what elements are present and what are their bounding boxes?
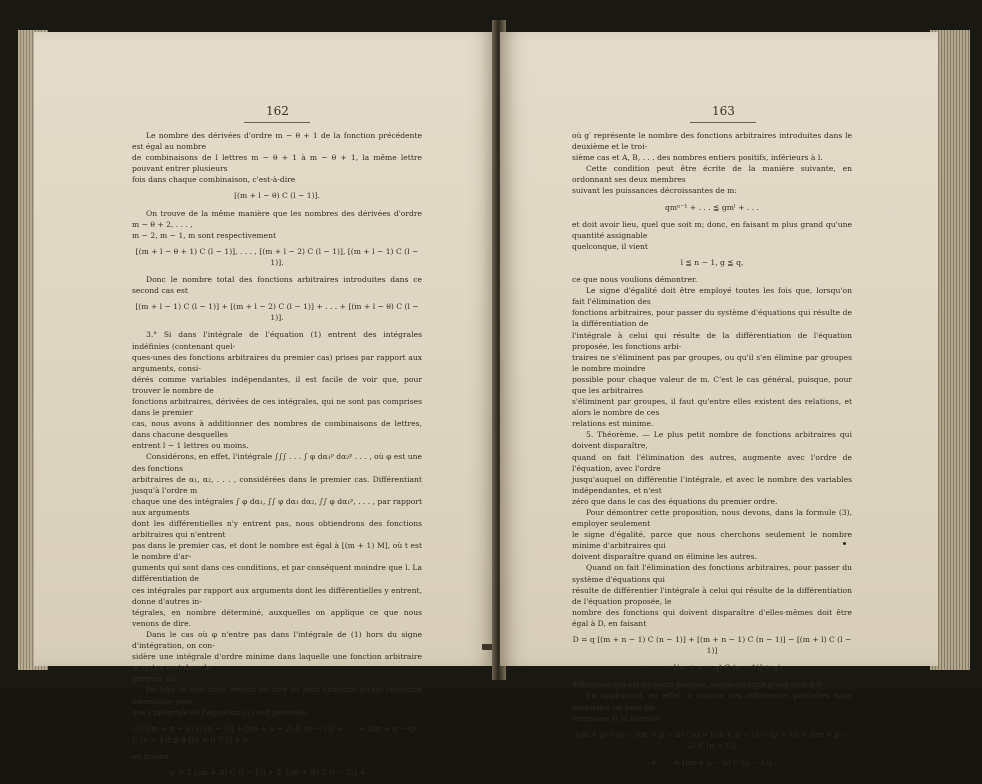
- text-line: premier cas.: [132, 674, 181, 684]
- text-line: 3.° Si dans l'intégrale de l'équation (1) entrent des intégrales indéfinies (contenant quel-: [132, 330, 422, 351]
- text-line: g′ = Σ [(m + A) C (l − 1)] + Σ′ [(m + B) C (l − 2)] + . . . ,: [169, 767, 385, 777]
- text-line: [(m + l − 1) C (l − 1)] + [(m + l − 2) C (l − 1)] + . . . + [(m + l − θ) C (l − 1)].: [135, 302, 419, 323]
- text-line: relations est minime.: [572, 419, 654, 429]
- text-line: [(m + p) Cp] − [(m + p − n) Cp] = [(m + p − 1) C (p − 1)] + [(m + p − 2) C (p − 1)]: [575, 729, 849, 750]
- text-line: ques-unes des fonctions arbitraires du premier cas) prises par rapport aux arguments, consi-: [132, 352, 422, 373]
- text-line: quand on fait l'élimination des autres, augmente avec l'ordre de l'équation, avec l'ordre: [572, 452, 852, 473]
- text-line: l'intégrale à celui qui résulte de la différentiation de l'équation proposée, les fonctions arbi-: [572, 330, 852, 351]
- text-line: De tout ce que nous venons de dire on peut conclure qu'est condition nécessaire pour: [132, 685, 422, 706]
- text-line: guments qui sont dans ces conditions, et par conséquent moindre que l. La différentiation de: [132, 563, 422, 584]
- right-page: [500, 32, 938, 767]
- text-line: jusqu'auquel on différentie l'intégrale, et avec le nombre des variables indépendantes, et n'est: [572, 474, 852, 495]
- text-line: On trouve de la même manière que les nombres des dérivées d'ordre m − θ + 2, . . . ,: [132, 208, 422, 229]
- text-line: dont les différentielles n'y entrent pas, nous obtiendrons des fonctions arbitraires qui n'entrent: [132, 519, 422, 540]
- left-page-body: [132, 130, 422, 784]
- ink-mark: [843, 542, 846, 545]
- right-page-number: 163: [712, 104, 735, 118]
- text-line: sième cas et A, B, . . . des nombres entiers positifs, inférieurs à l.: [572, 153, 823, 163]
- text-line: fonctions arbitraires, pour passer du système d'équations qui résulte de la différentiation de: [572, 308, 852, 329]
- left-page: [34, 32, 496, 777]
- text-line: et doit avoir lieu, quel que soit m; donc, en faisant m plus grand qu'une quantité assignable: [572, 219, 852, 240]
- text-line: + . . . + [(m + p − n) C (p − 1)],: [650, 757, 774, 767]
- text-line: Dans le cas où φ n'entre pas dans l'intégrale de (1) hors du signe d'intégration, on con-: [132, 629, 422, 651]
- text-line: chaque une des intégrales ∫ φ dα₁, ∫∫ φ dα₁ dα₂, ∫∫ φ dα₁ᵖ, . . . , par rapport aux arguments: [132, 496, 422, 517]
- text-line: nombre des fonctions qui doivent disparaître d'elles-mêmes doit être égal à D, en faisant: [572, 607, 852, 628]
- text-line: suivant les puissances décroissantes de m:: [572, 186, 737, 196]
- text-line: Quand on fait l'élimination des fonctions arbitraires, pour passer du système d'équations qui: [572, 563, 852, 584]
- text-line: résulte de différentier l'intégrale à celui qui résulte de la différentiation de l'équation proposée, le: [572, 585, 852, 606]
- text-line: cas, nous avons à additionner des nombres de combinaisons de lettres, dans chacune desquelles: [132, 419, 422, 440]
- text-line: Considérons, en effet, l'intégrale ∫∫∫ . . . ∫ φ dα₁ᵖ dα₂ᵖ . . . , où φ est une des fonctions: [132, 452, 422, 473]
- text-line: Le nombre des dérivées d'ordre m − θ + 1 de la fonction précédente est égal au nombre: [132, 131, 422, 152]
- text-line: où g′ représente le nombre des fonctions arbitraires introduites dans le deuxième et le troi-: [572, 131, 852, 152]
- text-line: entrent l − 1 lettres ou moins.: [132, 441, 249, 451]
- text-line: D = q [(m + n − 1) C (n − 1)] + [(m + n − 1) C (n − 1)] − [(m + l) C (l − 1)]: [572, 635, 852, 656]
- text-line: de combinaisons de l lettres m − θ + 1 à m − θ + 1, la même lettre pouvant entrer plusieurs: [132, 153, 422, 174]
- text-line: quelconque, il vient: [572, 241, 648, 251]
- text-line: Le signe d'égalité doit être employé toutes les fois que, lorsqu'on fait l'élimination des: [572, 286, 852, 307]
- text-line: en posant: [132, 751, 170, 761]
- text-line: composer D la formule: [572, 713, 660, 723]
- text-line: qmⁿ⁻¹ + . . . ≦ gmˡ + . . .: [664, 202, 759, 212]
- text-line: Pour démontrer cette proposition, nous devons, dans la formule (3), employer seulement: [572, 508, 852, 529]
- text-line: 5. Théorème. — Le plus petit nombre de fonctions arbitraires qui doivent disparaître,: [572, 430, 852, 451]
- text-line: le signe d'égalité, parce que nous cherchons seulement le nombre minime d'arbitraires qui: [572, 530, 852, 551]
- text-line: En appliquant, en effet, à chacun des différences partielles dans lesquelles on peut dé-: [572, 691, 852, 712]
- text-line: ces intégrales par rapport aux arguments dont les différentielles y entrent, donne d'autres in-: [132, 585, 422, 606]
- right-page-body: [572, 130, 852, 774]
- text-line: zéro que dans le cas des équations du premier ordre.: [572, 496, 778, 506]
- left-page-number: 162: [266, 104, 289, 118]
- text-line: m − 2, m − 1, m sont respectivement: [132, 230, 277, 240]
- right-folio-rule: [690, 122, 756, 123]
- text-line: [(m + l − θ) C (l − 1)].: [234, 191, 320, 201]
- text-line: possible pour chaque valeur de m. C'est le cas général, puisque, pour que les arbitraires: [572, 374, 852, 395]
- text-line: l ≦ n − 1, g ≦ q,: [680, 257, 744, 267]
- text-line: que l'intégrale de l'équation (1) soit générale: [132, 707, 307, 717]
- text-line: sidère une intégrale d'ordre minime dans laquelle une fonction arbitraire ψ, qu'on met dans le: [132, 652, 422, 673]
- text-line: tégrales, en nombre déterminé, auxquelles on applique ce que nous venons de dire.: [132, 607, 422, 628]
- text-line: [(m + l − θ + 1) C (l − 1)], . . . , [(m + l − 2) C (l − 1)], [(m + l − 1) C (l − 1)].: [135, 246, 419, 267]
- text-line: dérés comme variables indépendantes, il est facile de voir que, pour trouver le nombre de: [132, 374, 422, 395]
- text-line: Donc le nombre total des fonctions arbitraires introduites dans ce second cas est: [132, 275, 422, 296]
- text-line: − . . . − [(m + n − q) C (n − 1)] + g′,: [641, 663, 783, 673]
- text-line: traires ne s'éliminent pas par groupes, ou qu'il s'en élimine par groupes le nombre moindre: [572, 352, 852, 373]
- text-line: fois dans chaque combinaison, c'est-à-dire: [132, 175, 296, 185]
- text-line: ce que nous voulions démontrer.: [572, 275, 698, 285]
- text-line: s'éliminent par groupes, il faut qu'entre elles existent des relations, et alors le nombre de ces: [572, 397, 852, 418]
- text-line: doivent disparaître quand on élimine les autres.: [572, 552, 757, 562]
- left-folio-rule: [244, 122, 310, 123]
- text-line: (3) [(m + n − 1) C (n − 1)] + [(m + n − 2) C (n − 1)] + . . . + [(m + n − q) C (n − 1)] ≦ g [(n + l) C l] + g′,: [132, 723, 417, 744]
- text-line: fonctions arbitraires, dérivées de ces intégrales, qui ne sont pas comprises dans le premier: [132, 396, 422, 418]
- text-line: différence qui est toujours positive, même lorsque g′ est égal à 0.: [572, 680, 824, 690]
- text-line: Cette condition peut être écrite de la manière suivante, en ordonnant ses deux membres: [572, 164, 852, 185]
- text-line: arbitraires de α₁, α₂, . . . , considérées dans le premier cas. Différentiant jusqu'à l'ordre m: [132, 474, 422, 495]
- text-line: pas dans le premier cas, et dont le nombre est égal à [(m + 1) M], où t est le nombre d'ar-: [132, 541, 422, 562]
